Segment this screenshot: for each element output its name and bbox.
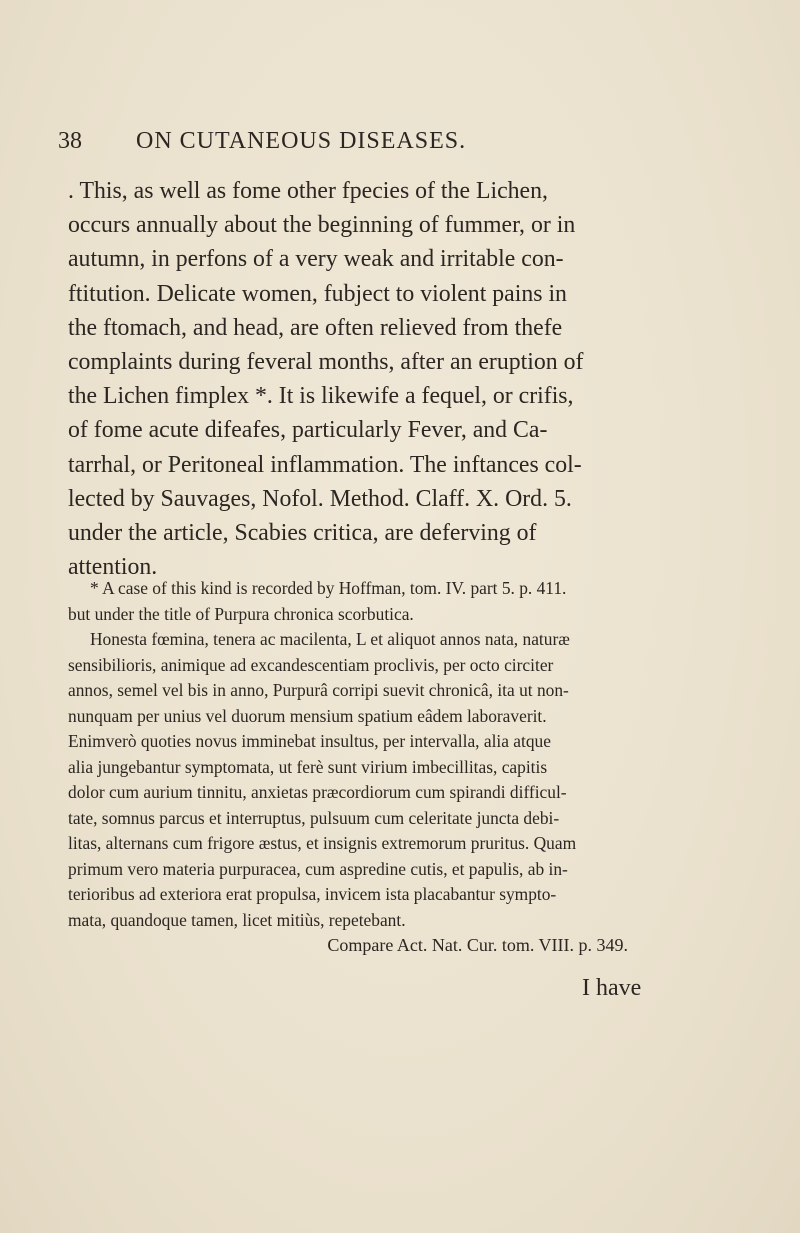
body-line: . This, as well as fome other fpecies of the Lichen, [68,178,548,204]
main-paragraph [68,174,653,584]
catchword: I have [582,975,642,1001]
footnote-line: but under the title of Purpura chronica scorbutica. [68,603,414,624]
body-line: the Lichen fimplex *. It is likewife a fequel, or crifis, [68,383,574,410]
footnote-line: sensibilioris, animique ad excandescentiam proclivis, per octo circiter [68,654,554,675]
running-head: ON CUTANEOUS DISEASES. [136,128,467,154]
footnote-line: litas, alternans cum frigore æstus, et insignis extremorum pruritus. Quam [68,833,577,853]
footnote-line: Enimverò quoties novus imminebat insultus, per intervalla, alia atque [68,731,551,751]
footnote-line: primum vero materia purpuracea, cum aspredine cutis, et papulis, ab in- [68,858,568,879]
body-line: ftitution. Delicate women, fubject to violent pains in [68,280,567,307]
footnote-line: nunquam per unius vel duorum mensium spatium eâdem laboraverit. [68,705,547,726]
footnote-line: * A case of this kind is recorded by Hoffman, tom. IV. part 5. p. 411. [90,578,567,598]
body-line: under the article, Scabies critica, are deferving of [68,520,537,547]
body-line: the ftomach, and head, are often relieved from thefe [68,314,563,341]
body-line: lected by Sauvages, Nofol. Method. Claff. X. Ord. 5. [68,485,572,512]
footnote-line: annos, semel vel bis in anno, Purpurâ corripi suevit chronicâ, ita ut non- [68,680,569,700]
page-header [58,128,658,164]
body-line: complaints during feveral months, after an eruption of [68,349,584,376]
footnote-line: terioribus ad exteriora erat propulsa, invicem ista placabantur sympto- [68,884,557,904]
body-line: autumn, in perfons of a very weak and irritable con- [68,246,564,273]
footnote-line: tate, somnus parcus et interruptus, pulsuum cum celeritate juncta debi- [68,807,560,828]
body-line: of fome acute difeafes, particularly Fever, and Ca- [68,417,548,444]
body-line: occurs annually about the beginning of fummer, or in [68,212,576,239]
footnote [68,576,658,959]
footnote-line: alia jungebantur symptomata, ut ferè sunt virium imbecillitas, capitis [68,756,548,777]
footnote-line: Honesta fœmina, tenera ac macilenta, L et aliquot annos nata, naturæ [90,629,570,649]
body-line: tarrhal, or Peritoneal inflammation. The inftances col- [68,451,582,478]
body-line: attention. [68,554,158,581]
footnote-line: mata, quandoque tamen, licet mitiùs, repetebant. [68,909,406,930]
page-number: 38 [58,128,82,154]
footnote-line: dolor cum aurium tinnitu, anxietas præcordiorum cum spirandi difficul- [68,782,567,802]
footnote-compare-reference: Compare Act. Nat. Cur. tom. VIII. p. 349. [327,935,628,955]
